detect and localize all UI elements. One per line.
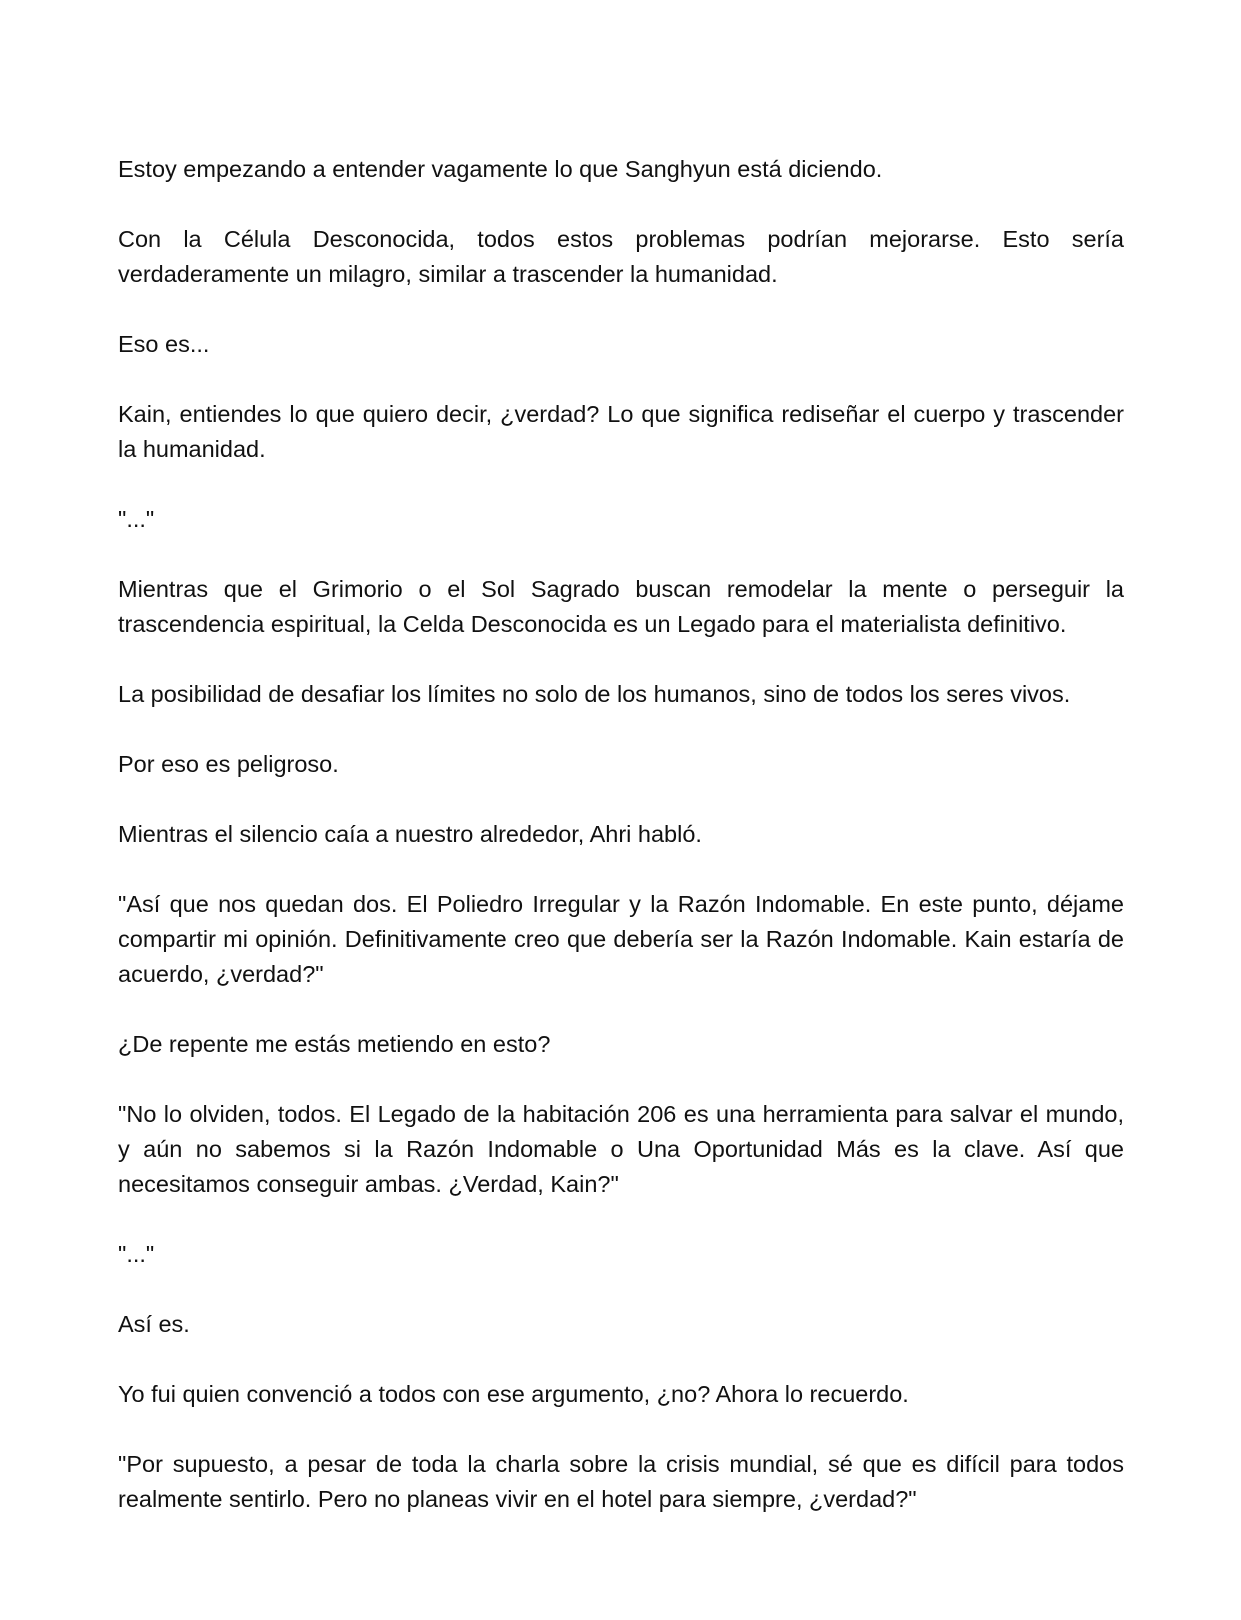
- paragraph: Por eso es peligroso.: [118, 751, 339, 777]
- paragraph: ¿De repente me estás metiendo en esto?: [118, 1031, 551, 1057]
- paragraph: La posibilidad de desafiar los límites no solo de los humanos, sino de todos los seres vivos.: [118, 681, 1071, 707]
- paragraph: "No lo olviden, todos. El Legado de la habitación 206 es una herramienta para salvar el mundo, y aún no sabemos si la Razón Indomable o Una Oportunidad Más es la clave. Así que necesitamos conseguir ambas. ¿Verdad, Kain?": [118, 1101, 1124, 1197]
- paragraph: Eso es...: [118, 331, 210, 357]
- paragraph: Estoy empezando a entender vagamente lo que Sanghyun está diciendo.: [118, 156, 883, 182]
- paragraph: "...": [118, 1241, 155, 1267]
- paragraph: Mientras el silencio caía a nuestro alrededor, Ahri habló.: [118, 821, 702, 847]
- paragraph: "Por supuesto, a pesar de toda la charla sobre la crisis mundial, sé que es difícil para todos realmente sentirlo. Pero no planeas vivir en el hotel para siempre, ¿verdad?": [118, 1451, 1124, 1512]
- paragraph: Mientras que el Grimorio o el Sol Sagrado buscan remodelar la mente o perseguir la trascendencia espiritual, la Celda Desconocida es un Legado para el materialista definitivo.: [118, 576, 1124, 637]
- paragraph: "...": [118, 506, 155, 532]
- paragraph: "Así que nos quedan dos. El Poliedro Irregular y la Razón Indomable. En este punto, déjame compartir mi opinión. Definitivamente creo que debería ser la Razón Indomable. Kain estaría de acuerdo, ¿verdad?": [118, 891, 1124, 987]
- paragraph: Con la Célula Desconocida, todos estos problemas podrían mejorarse. Esto sería verdaderamente un milagro, similar a trascender la humanidad.: [118, 226, 1124, 287]
- paragraph: Así es.: [118, 1311, 190, 1337]
- paragraph: Kain, entiendes lo que quiero decir, ¿verdad? Lo que significa rediseñar el cuerpo y trascender la humanidad.: [118, 401, 1124, 462]
- paragraph: Yo fui quien convenció a todos con ese argumento, ¿no? Ahora lo recuerdo.: [118, 1381, 909, 1407]
- text-body: [118, 152, 1124, 1552]
